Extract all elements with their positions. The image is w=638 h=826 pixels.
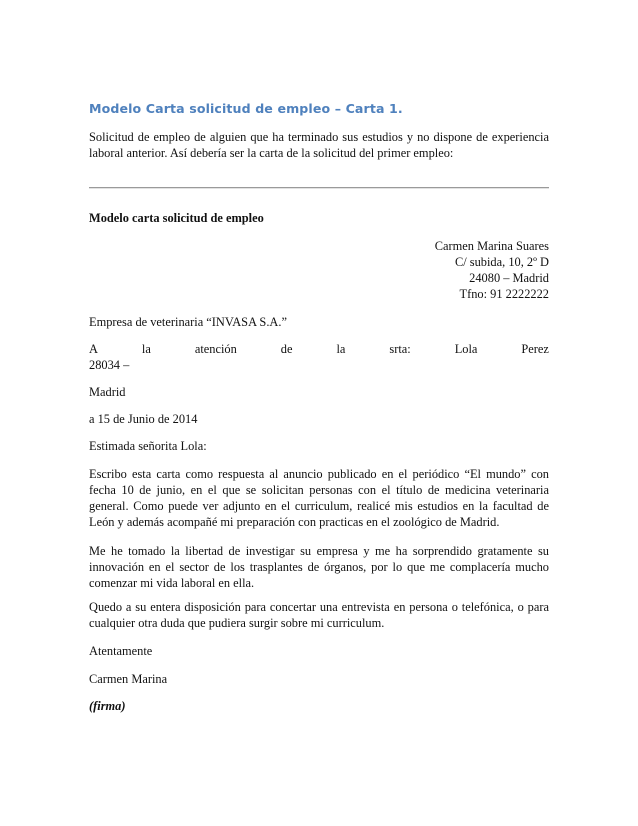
- horizontal-divider: [89, 187, 549, 189]
- recipient-postcode: 28034 –: [89, 358, 130, 372]
- attention-word: Lola: [454, 342, 478, 356]
- letter-date: a 15 de Junio de 2014: [89, 412, 198, 426]
- attention-word: la: [141, 342, 151, 356]
- body-paragraph: Quedo a su entera disposición para concertar una entrevista en persona o telefónica, o para cualquier otra duda que pudiera surgir sobre mi curriculum.: [89, 600, 549, 630]
- attention-word: de: [280, 342, 293, 356]
- sender-address-block: [435, 238, 549, 302]
- page-title: Modelo Carta solicitud de empleo – Carta 1.: [89, 101, 403, 116]
- attention-line: [89, 341, 549, 357]
- signature-placeholder: (firma): [89, 699, 126, 713]
- intro-paragraph: Solicitud de empleo de alguien que ha terminado sus estudios y no dispone de experiencia laboral anterior. Así debería ser la carta de la solicitud del primer empleo:: [89, 130, 549, 160]
- body-paragraph: Me he tomado la libertad de investigar su empresa y me ha sorprendido gratamente su innovación en el sector de los trasplantes de órganos, por lo que me complacería mucho comenzar mi vida laboral en ella.: [89, 544, 549, 590]
- attention-word: A: [89, 342, 98, 356]
- letter-title: Modelo carta solicitud de empleo: [89, 211, 264, 225]
- recipient-company: Empresa de veterinaria “INVASA S.A.”: [89, 315, 287, 329]
- attention-word: la: [336, 342, 346, 356]
- letter-greeting: Estimada señorita Lola:: [89, 439, 207, 453]
- sender-name: Carmen Marina Suares: [434, 239, 549, 253]
- signature-name: Carmen Marina: [89, 672, 168, 686]
- recipient-city: Madrid: [89, 385, 126, 399]
- sender-phone: Tfno: 91 2222222: [459, 287, 549, 301]
- attention-word: Perez: [521, 342, 549, 356]
- attention-word: atención: [194, 342, 237, 356]
- sender-street: C/ subida, 10, 2º D: [454, 255, 549, 269]
- sender-city: 24080 – Madrid: [469, 271, 549, 285]
- attention-word: srta:: [389, 342, 411, 356]
- body-paragraph: Escribo esta carta como respuesta al anuncio publicado en el periódico “El mundo” con fecha 10 de junio, en el que se solicitan personas con el título de medicina veterinaria general. Como puede ver adjunto en el curriculum, realicé mis estudios en la facultad de León y además acompañé mi preparación con practicas en el zoológico de Madrid.: [89, 467, 549, 529]
- letter-closing: Atentamente: [89, 644, 153, 658]
